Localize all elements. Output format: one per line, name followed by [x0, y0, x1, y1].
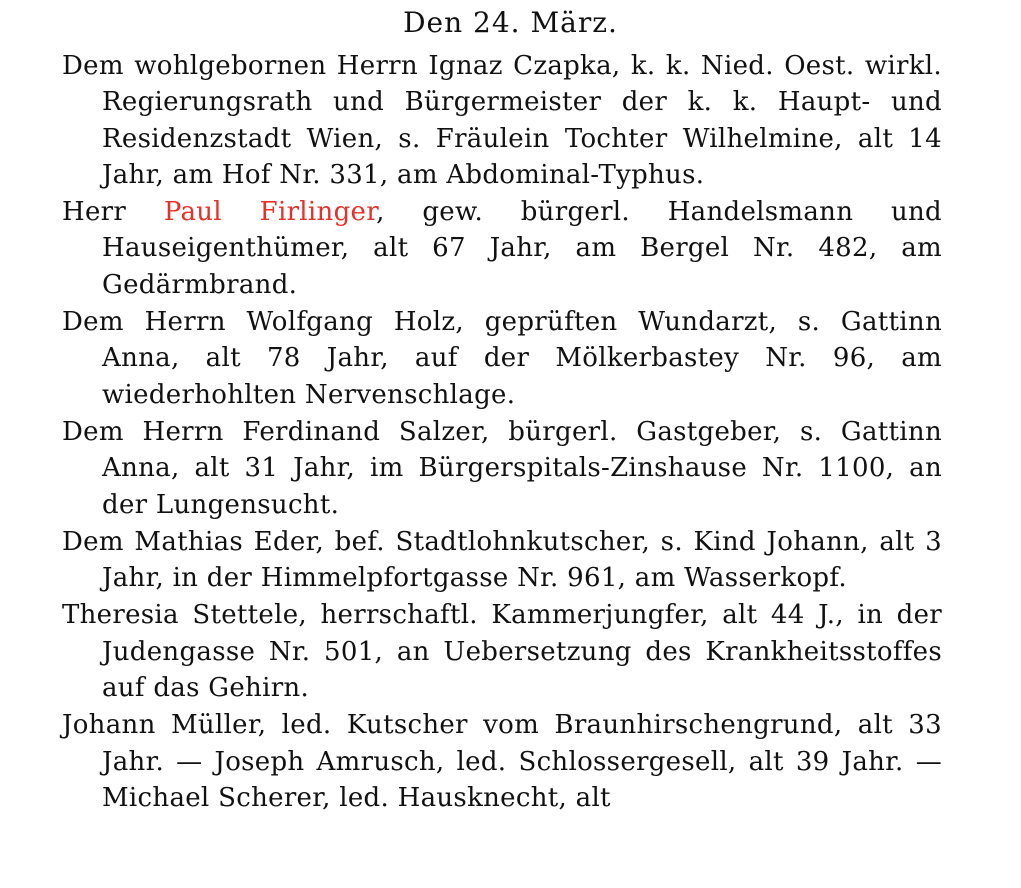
entry-czapka: [62, 48, 942, 193]
entry-text: Dem Herrn Ferdinand Salzer, bürgerl. Gastgeber, s. Gattinn Anna, alt 31 Jahr, im Bürgerspitals-Zinshause Nr. 1100, an der Lungensucht.: [62, 416, 942, 520]
entry-firlinger: [62, 194, 942, 303]
entry-salzer: [62, 414, 942, 523]
date-heading: Den 24. März.: [403, 6, 618, 39]
entry-text: Theresia Stettele, herrschaftl. Kammerjungfer, alt 44 J., in der Judengasse Nr. 501, an Uebersetzung des Krankheitsstoffes auf das Gehirn.: [62, 600, 942, 704]
highlighted-name: Paul Firlinger: [163, 197, 377, 228]
entry-holz: [62, 304, 942, 413]
entry-eder: [62, 524, 942, 597]
entry-text: Dem Herrn Wolfgang Holz, geprüften Wundarzt, s. Gattinn Anna, alt 78 Jahr, auf der Mölkerbastey Nr. 96, am wiederhohlten Nervenschlage.: [62, 307, 942, 410]
entry-text: , gew. bürgerl. Handelsmann und Hauseigenthümer, alt 67 Jahr, am Bergel Nr. 482, am Gedärmbrand.: [102, 197, 942, 300]
death-notice-list: [62, 48, 942, 817]
entry-text: Johann Müller, led. Kutscher vom Braunhirschengrund, alt 33 Jahr. — Joseph Amrusch, led. Schlossergesell, alt 39 Jahr. — Michael Scherer, led. Hausknecht, alt: [62, 710, 942, 813]
entry-text: Dem wohlgebornen Herrn Ignaz Czapka, k. k. Nied. Oest. wirkl. Regierungsrath und Bürgermeister der k. k. Haupt- und Residenzstadt Wien, s. Fräulein Tochter Wilhelmine, alt 14 Jahr, am Hof Nr. 331, am Abdominal-Typhus.: [62, 51, 942, 190]
entry-prefix: Herr: [62, 197, 164, 228]
entry-stettele: [62, 597, 942, 706]
entry-mueller: [62, 707, 942, 816]
entry-text: Dem Mathias Eder, bef. Stadtlohnkutscher, s. Kind Johann, alt 3 Jahr, in der Himmelpfortgasse Nr. 961, am Wasserkopf.: [62, 526, 942, 594]
